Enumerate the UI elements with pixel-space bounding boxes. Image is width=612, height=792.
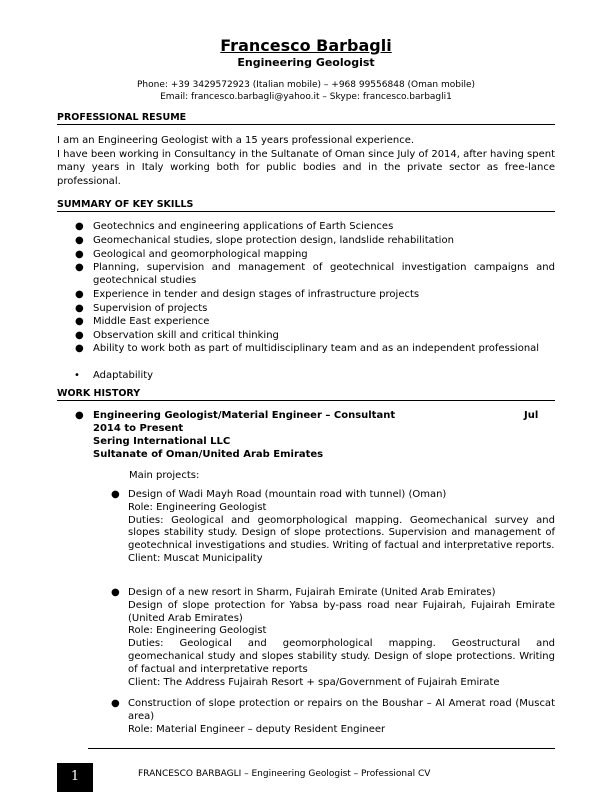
skill-text: Middle East experience — [93, 316, 210, 327]
job-date-range: 2014 to Present — [93, 423, 184, 434]
skill-text: Supervision of projects — [93, 303, 208, 314]
bullet-icon: ● — [111, 587, 120, 598]
project-role: Role: Engineering Geologist — [128, 625, 267, 637]
bullet-icon: ● — [75, 343, 84, 354]
bullet-icon: • — [74, 370, 80, 381]
project-name: Construction of slope protection or repairs on the Boushar – Al Amerat road (Muscat area) — [128, 698, 555, 722]
job-location: Sultanate of Oman/United Arab Emirates — [93, 449, 324, 460]
project-role: Role: Material Engineer – deputy Resident Engineer — [128, 723, 386, 735]
skill-text: Planning, supervision and management of geotechnical investigation campaigns and geotechnical studies — [93, 262, 555, 287]
skill-text: Geotechnics and engineering applications of Earth Sciences — [93, 221, 394, 232]
bullet-icon: ● — [75, 262, 84, 273]
skills-heading: SUMMARY OF KEY SKILLS — [57, 199, 555, 212]
project-client: Client: The Address Fujairah Resort + spa/Government of Fujairah Emirate — [128, 676, 500, 688]
resume-heading: PROFESSIONAL RESUME — [57, 112, 555, 125]
footer-text: FRANCESCO BARBAGLI – Engineering Geologist – Professional CV — [138, 769, 431, 779]
candidate-name: Francesco Barbagli — [220, 36, 392, 55]
resume-line-1: I am an Engineering Geologist with a 15 years professional experience. — [57, 135, 415, 146]
job-title: Engineering Geologist/Material Engineer – Consultant — [93, 410, 396, 421]
work-heading: WORK HISTORY — [57, 388, 555, 401]
project-name: Design of Wadi Mayh Road (mountain road with tunnel) (Oman) — [128, 489, 447, 500]
bullet-icon: ● — [75, 303, 84, 314]
bullet-icon: ● — [75, 249, 84, 260]
bullet-icon: ● — [75, 316, 84, 327]
bullet-icon: ● — [75, 410, 84, 421]
skill-text: Experience in tender and design stages of infrastructure projects — [93, 289, 420, 300]
skill-text: Observation skill and critical thinking — [93, 330, 279, 341]
project-name: Design of a new resort in Sharm, Fujairah Emirate (United Arab Emirates) — [128, 587, 496, 598]
page-number: 1 — [57, 763, 93, 792]
email-line: Email: francesco.barbagli@yahoo.it – Skype: francesco.barbagli1 — [160, 92, 452, 102]
bullet-icon: ● — [75, 289, 84, 300]
project-duties: Duties: Geological and geomorphological mapping. Geostructural and geomechanical study and slopes stability study. Design of slope protections. Writing of factual and interpretative reports — [128, 638, 555, 675]
skill-text: Geological and geomorphological mapping — [93, 249, 308, 260]
project-client: Client: Muscat Municipality — [128, 552, 263, 564]
skill-text: Adaptability — [93, 370, 154, 381]
project-name-secondary: Design of slope protection for Yabsa by-pass road near Fujairah, Fujairah Emirate (United Arab Emirates) — [128, 599, 555, 624]
project-role: Role: Engineering Geologist — [128, 501, 267, 513]
bullet-icon: ● — [111, 698, 120, 709]
skill-text: Geomechanical studies, slope protection design, landslide rehabilitation — [93, 235, 454, 246]
job-company: Sering International LLC — [93, 436, 231, 447]
bullet-icon: ● — [75, 221, 84, 232]
skill-text: Ability to work both as part of multidisciplinary team and as an independent professional — [93, 343, 540, 354]
job-date-start: Jul — [524, 410, 539, 421]
projects-label: Main projects: — [129, 470, 200, 481]
bullet-icon: ● — [111, 489, 120, 500]
footer-divider — [88, 748, 555, 749]
candidate-title: Engineering Geologist — [237, 56, 375, 69]
bullet-icon: ● — [75, 330, 84, 341]
project-duties: Duties: Geological and geomorphological mapping. Geomechanical survey and slopes stability study. Design of slope protections. Supervision and management of geotechnical investigations and studies. Writing of factual and interpretative reports. — [128, 514, 555, 552]
bullet-icon: ● — [75, 235, 84, 246]
resume-line-2: I have been working in Consultancy in the Sultanate of Oman since July of 2014, after having spent many years in Italy working both for public bodies and in the private sector as free-lance professional. — [57, 149, 555, 187]
phone-line: Phone: +39 3429572923 (Italian mobile) – +968 99556848 (Oman mobile) — [136, 80, 476, 90]
